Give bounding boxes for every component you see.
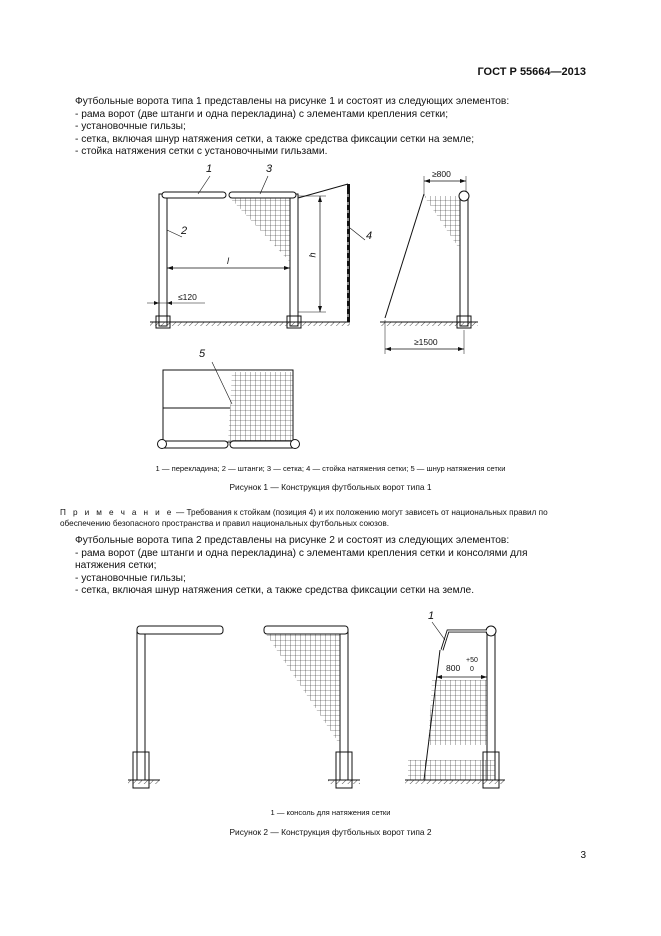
- goal-front-view: [147, 176, 365, 328]
- page-number: 3: [580, 850, 586, 861]
- label-4: 4: [366, 230, 373, 242]
- figure2-title: Рисунок 2 — Конструкция футбольных ворот типа 2: [229, 827, 432, 837]
- figure2-front-right: [264, 626, 360, 788]
- standard-header: ГОСТ Р 55664—2013: [477, 66, 586, 78]
- note: [60, 507, 600, 529]
- section1-item: - стойка натяжения сетки с установочными гильзами.: [75, 146, 328, 158]
- label-5: 5: [199, 348, 206, 360]
- figure1-legend: 1 — перекладина; 2 — штанги; 3 — сетка; 4 — стойка натяжения сетки; 5 — шнур натяжения сетки: [155, 464, 506, 473]
- section2-intro: Футбольные ворота типа 2 представлены на рисунке 2 и состоят из следующих элементов:: [75, 535, 510, 546]
- goal-side-view: [380, 176, 478, 354]
- fig2-dim: 800: [446, 663, 461, 673]
- section1-item: - сетка, включая шнур натяжения сетки, а также средства фиксации сетки на земле;: [75, 133, 475, 145]
- label-2: 2: [181, 225, 188, 237]
- section1-intro: Футбольные ворота типа 1 представлены на рисунке 1 и состоят из следующих элементов:: [75, 96, 510, 107]
- fig2-label-1: 1: [428, 610, 435, 622]
- section2-item: - установочные гильзы;: [75, 572, 186, 584]
- figure1-title: Рисунок 1 — Конструкция футбольных ворот типа 1: [229, 482, 432, 492]
- note-prefix: П р и м е ч а н и е: [60, 508, 174, 517]
- dim-top: ≥800: [432, 169, 451, 179]
- figure2-front-left: [128, 626, 223, 788]
- section2-item: натяжения сетки;: [75, 560, 157, 572]
- dim-width: l: [227, 256, 229, 266]
- label-3: 3: [266, 163, 273, 175]
- section2-item: - сетка, включая шнур натяжения сетки, а также средства фиксации сетки на земле.: [75, 585, 475, 597]
- label-1: 1: [206, 163, 213, 175]
- section1-item: - установочные гильзы;: [75, 121, 186, 133]
- section2-item: - рама ворот (две штанги и одна перекладина) с элементами крепления сетки и консолями для: [75, 547, 528, 559]
- dim-depth: ≥1500: [414, 337, 438, 347]
- fig2-tol-minus: 0: [470, 666, 474, 673]
- dim-post: ≤120: [178, 292, 197, 302]
- dim-height: h: [307, 252, 318, 258]
- section1-item: - рама ворот (две штанги и одна перекладина) с элементами крепления сетки;: [75, 108, 449, 120]
- figure2-legend: 1 — консоль для натяжения сетки: [270, 808, 391, 817]
- figure2-side-view: [405, 622, 505, 788]
- note-text: — Требования к стойкам (позиция 4) и их положению могут зависеть от национальных правил по обеспечению безопасного пространства и правил национальных футбольных союзов.: [60, 508, 548, 528]
- fig2-tol-plus: +50: [466, 657, 478, 664]
- net-top-view: [158, 362, 300, 449]
